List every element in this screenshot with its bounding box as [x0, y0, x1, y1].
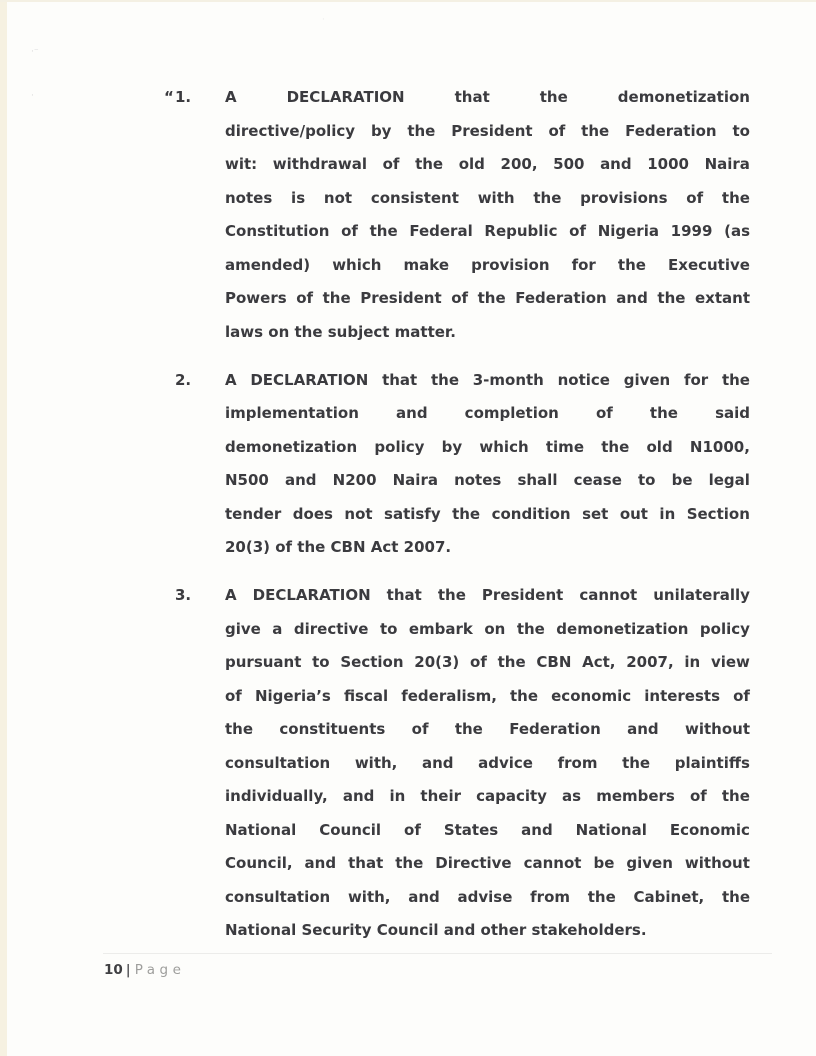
text-line: of Nigeria’s fiscal federalism, the economic interests of: [225, 686, 750, 705]
text-line: N500 and N200 Naira notes shall cease to be legal: [225, 471, 750, 489]
text-line: A DECLARATION that the demonetization: [225, 88, 750, 106]
list-item-paragraph: [164, 81, 750, 349]
footer-page-label: Page: [134, 962, 186, 978]
text-line: directive/policy by the President of the Federation to: [225, 121, 750, 140]
text-line: pursuant to Section 20(3) of the CBN Act, 2007, in view: [225, 653, 750, 671]
text-line: Constitution of the Federal Republic of Nigeria 1999 (as: [225, 222, 750, 240]
text-line: A DECLARATION that the 3-month notice given for the: [225, 370, 750, 389]
text-line: demonetization policy by which time the old N1000,: [225, 437, 750, 456]
document-body: [164, 81, 750, 962]
scan-artifact: ·⁻: [31, 47, 39, 57]
text-line: laws on the subject matter.: [225, 322, 456, 341]
paragraph-number: 3.: [175, 586, 192, 604]
text-line: individually, and in their capacity as members of the: [225, 787, 750, 805]
text-line: A DECLARATION that the President cannot unilaterally: [225, 586, 750, 604]
text-line: Council, and that the Directive cannot be given without: [225, 854, 750, 872]
text-line: notes is not consistent with the provisions of the: [225, 188, 750, 207]
text-line: amended) which make provision for the Executive: [225, 255, 750, 274]
text-line: the constituents of the Federation and without: [225, 720, 750, 738]
page-footer: [104, 962, 185, 978]
footer-divider: [103, 953, 772, 954]
opening-quote: “: [164, 88, 174, 106]
text-line: 20(3) of the CBN Act 2007.: [225, 538, 452, 556]
text-line: consultation with, and advice from the plaintiffs: [225, 753, 750, 772]
text-line: National Security Council and other stakeholders.: [225, 921, 647, 939]
page-number: 10: [104, 962, 123, 978]
paragraph-text: [225, 364, 750, 565]
footer-separator: |: [125, 962, 131, 978]
list-item-paragraph: [175, 579, 750, 948]
text-line: consultation with, and advise from the Cabinet, the: [225, 887, 750, 906]
text-line: tender does not satisfy the condition set out in Section: [225, 504, 750, 523]
text-line: Powers of the President of the Federation and the extant: [225, 289, 750, 307]
text-line: wit: withdrawal of the old 200, 500 and 1000 Naira: [225, 155, 750, 173]
paragraph-text: [225, 579, 750, 948]
text-line: implementation and completion of the said: [225, 404, 750, 422]
list-item-paragraph: [175, 364, 750, 565]
paragraph-number: 2.: [175, 370, 192, 389]
scan-artifact: ·: [322, 15, 325, 25]
scan-artifact: ·: [31, 91, 34, 101]
scan-top-edge: [0, 0, 816, 2]
text-line: give a directive to embark on the demonetization policy: [225, 619, 750, 638]
scan-edge-strip: [0, 0, 7, 1056]
paragraph-number: “ 1.: [175, 81, 225, 115]
text-line: National Council of States and National Economic: [225, 820, 750, 839]
paragraph-text: [225, 81, 750, 349]
